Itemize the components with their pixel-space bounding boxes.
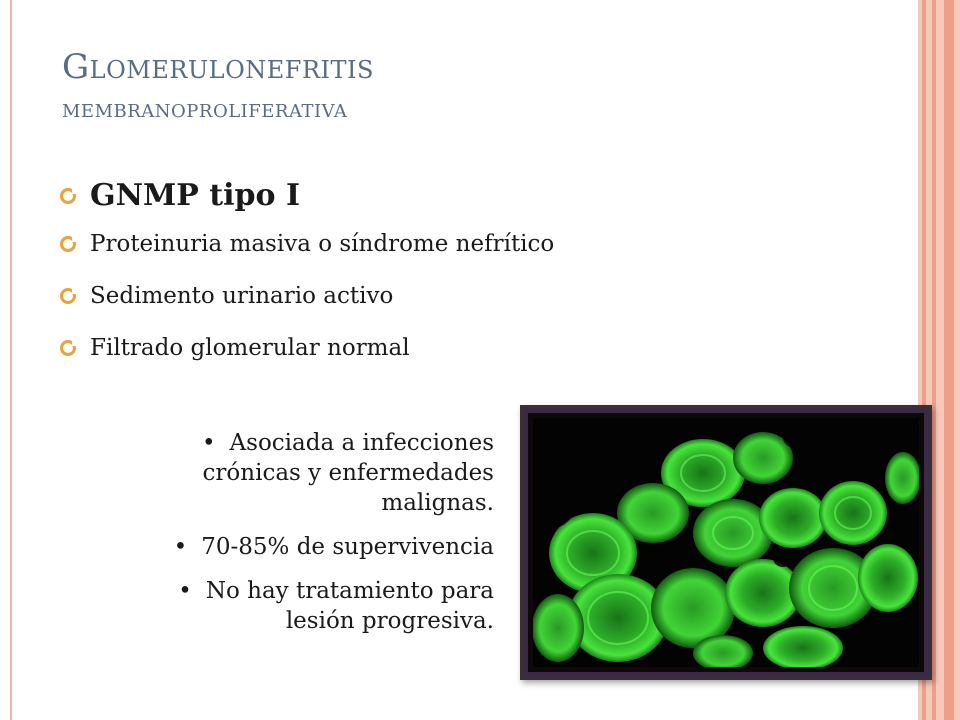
- sub-bullet-text: 70-85% de supervivencia: [201, 534, 494, 560]
- sub-bullet-item: [80, 576, 494, 636]
- slide-title: [62, 47, 882, 124]
- title-line-1: Glomerulonefritis: [62, 47, 374, 87]
- ring-bullet-icon: [60, 236, 76, 252]
- ring-bullet-icon: [60, 340, 76, 356]
- main-bullet-list: [60, 178, 860, 386]
- title-line-2: membranoproliferativa: [62, 94, 348, 124]
- bullet-text: Proteinuria masiva o síndrome nefrítico: [90, 231, 555, 257]
- left-decor-line: [10, 0, 12, 720]
- sub-bullet-list: [80, 428, 494, 650]
- ring-bullet-icon: [60, 188, 76, 204]
- dot-bullet-icon: •: [201, 430, 216, 456]
- bullet-text: GNMP tipo I: [90, 178, 300, 213]
- sub-bullet-text: crónicas y enfermedades: [202, 460, 494, 486]
- ring-bullet-icon: [60, 288, 76, 304]
- sub-bullet-text: Asociada a infecciones: [229, 430, 494, 456]
- bullet-item: [60, 178, 860, 214]
- micrograph-image: [520, 405, 932, 680]
- sub-bullet-text: No hay tratamiento para: [205, 578, 494, 604]
- bullet-item: [60, 230, 860, 258]
- dot-bullet-icon: •: [173, 534, 188, 560]
- sub-bullet-item: [80, 428, 494, 518]
- bullet-item: [60, 282, 860, 310]
- sub-bullet-text: lesión progresiva.: [285, 608, 494, 634]
- sub-bullet-text: malignas.: [381, 490, 494, 516]
- dot-bullet-icon: •: [178, 578, 192, 604]
- sub-bullet-item: [80, 532, 494, 562]
- immunofluorescence-micrograph-icon: [533, 418, 919, 667]
- bullet-item: [60, 334, 860, 362]
- bullet-text: Filtrado glomerular normal: [90, 335, 410, 361]
- bullet-text: Sedimento urinario activo: [90, 283, 394, 309]
